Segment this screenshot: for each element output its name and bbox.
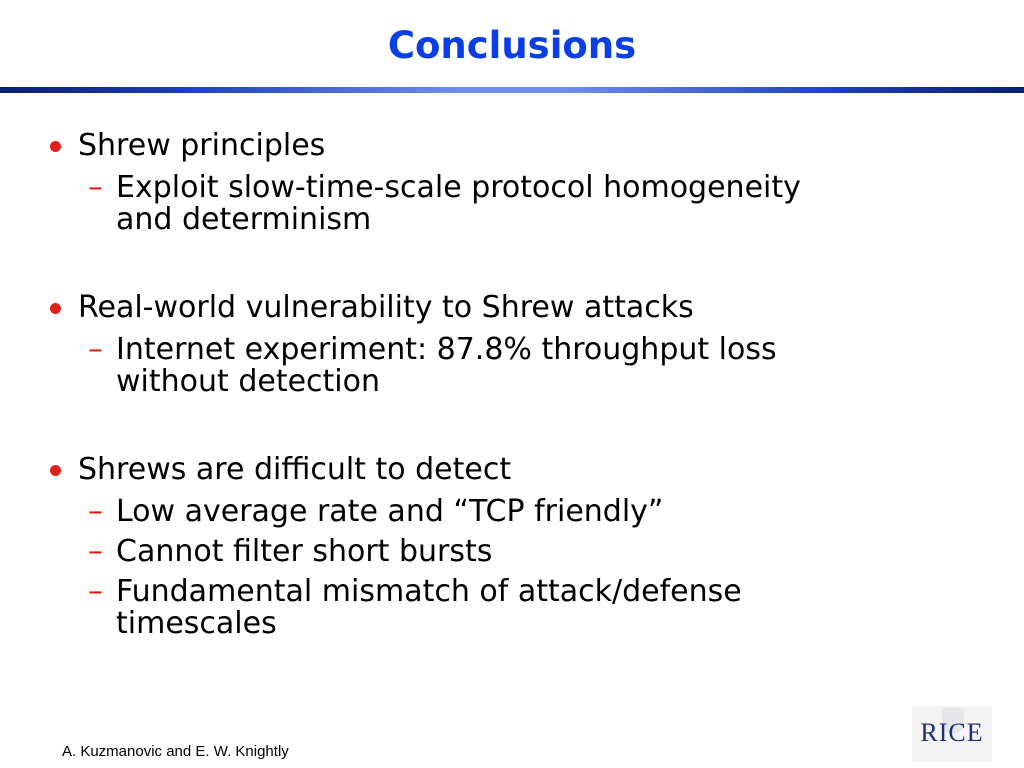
sub-bullet-item — [46, 172, 976, 236]
bullet-text: Shrews are difficult to detect — [78, 452, 512, 487]
sub-bullet-item — [46, 334, 976, 398]
bullet-text: Real-world vulnerability to Shrew attacks — [78, 290, 694, 325]
red-dash-icon: – — [88, 494, 103, 529]
bullet-item — [46, 290, 976, 326]
red-circle-bullet-icon — [50, 303, 61, 314]
sub-bullet-item — [46, 536, 976, 568]
red-dash-icon: – — [88, 170, 103, 205]
footer-authors: A. Kuzmanovic and E. W. Knightly — [62, 743, 289, 760]
sub-bullet-item — [46, 576, 976, 640]
sub-bullet-line: and determinism — [116, 202, 372, 237]
red-dash-icon: – — [88, 332, 103, 367]
sub-bullet-line: Exploit slow-time-scale protocol homogeneity — [116, 170, 801, 205]
sub-bullet-line: timescales — [116, 606, 277, 641]
bullet-text: Shrew principles — [78, 128, 326, 163]
sub-bullet-line: Low average rate and “TCP friendly” — [116, 494, 664, 529]
slide-content — [46, 128, 976, 640]
red-circle-bullet-icon — [50, 141, 61, 152]
sub-bullet-line: Internet experiment: 87.8% throughput loss — [116, 332, 777, 367]
bullet-item — [46, 452, 976, 488]
sub-bullet-line: Cannot filter short bursts — [116, 534, 493, 569]
logo-text: RICE — [920, 718, 984, 747]
red-dash-icon: – — [88, 534, 103, 569]
title-rule — [0, 87, 1024, 93]
red-circle-bullet-icon — [50, 465, 61, 476]
sub-bullet-line: without detection — [116, 364, 380, 399]
rice-university-logo-icon — [912, 706, 992, 762]
red-dash-icon: – — [88, 574, 103, 609]
sub-bullet-line: Fundamental mismatch of attack/defense — [116, 574, 742, 609]
sub-bullet-item — [46, 496, 976, 528]
slide-title: Conclusions — [387, 24, 637, 67]
bullet-item — [46, 128, 976, 164]
